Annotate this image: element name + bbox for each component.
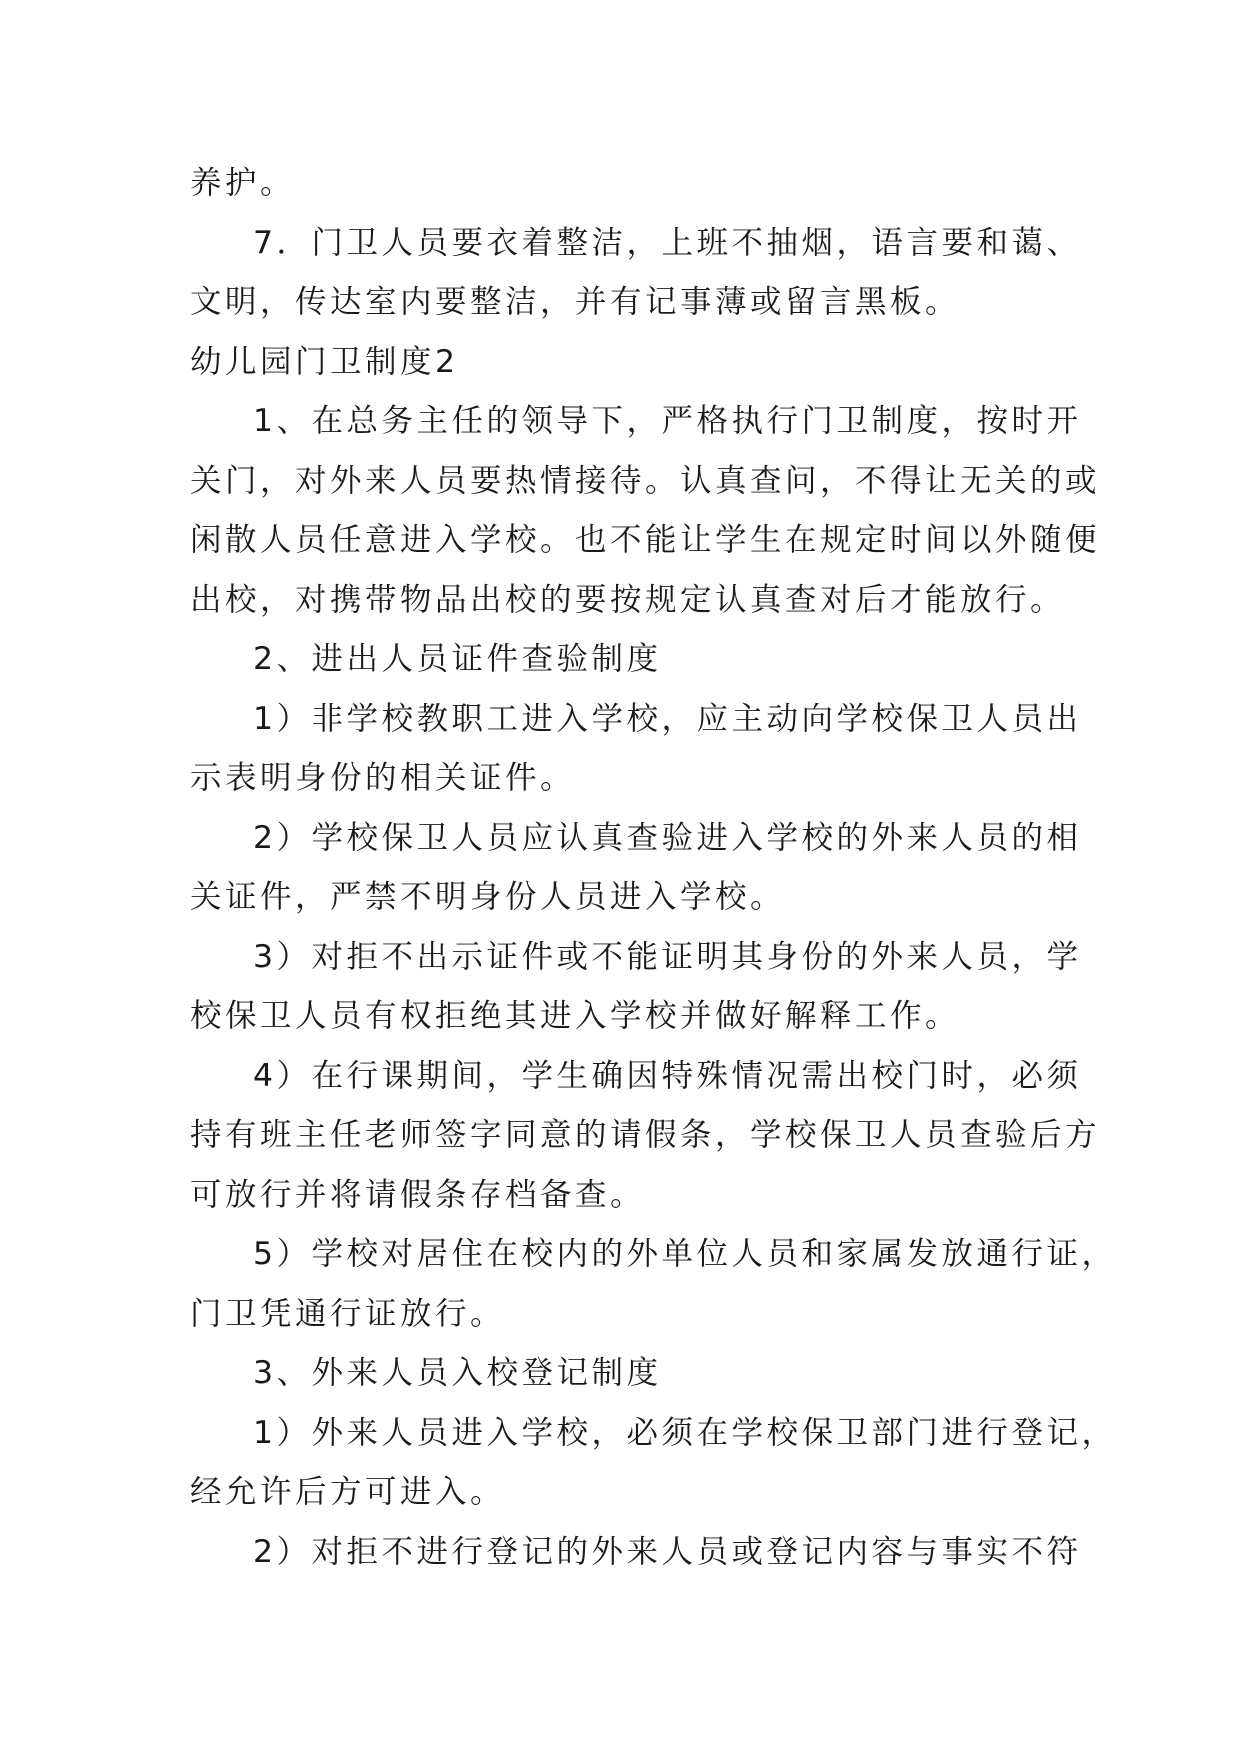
text-line: 可放行并将请假条存档备查。 [190, 1176, 646, 1213]
document-body [190, 154, 1117, 1582]
text-line: 2）对拒不进行登记的外来人员或登记内容与事实不符 [253, 1533, 1082, 1570]
text-line: 幼儿园门卫制度2 [190, 343, 459, 380]
text-line: 7．门卫人员要衣着整洁，上班不抽烟，语言要和蔼、 [253, 224, 1082, 261]
text-line: 养护。 [190, 165, 296, 201]
text-line: 出校，对携带物品出校的要按规定认真查对后才能放行。 [190, 581, 1066, 618]
text-line: 3、外来人员入校登记制度 [253, 1355, 662, 1391]
text-line: 闲散人员任意进入学校。也不能让学生在规定时间以外随便 [190, 522, 1101, 558]
text-line: 文明，传达室内要整洁，并有记事薄或留言黑板。 [190, 284, 961, 320]
text-line: 2、进出人员证件查验制度 [253, 641, 662, 677]
text-line: 经允许后方可进入。 [190, 1474, 506, 1510]
text-line: 门卫凭通行证放行。 [190, 1295, 506, 1332]
text-line: 3）对拒不出示证件或不能证明其身份的外来人员，学 [253, 938, 1082, 975]
text-line: 校保卫人员有权拒绝其进入学校并做好解释工作。 [190, 998, 961, 1034]
text-line: 1）非学校教职工进入学校，应主动向学校保卫人员出 [253, 700, 1082, 737]
text-line: 关门，对外来人员要热情接待。认真查问，不得让无关的或 [190, 462, 1101, 499]
text-line: 1、在总务主任的领导下，严格执行门卫制度，按时开 [253, 403, 1082, 439]
text-line: 持有班主任老师签字同意的请假条，学校保卫人员查验后方 [190, 1117, 1101, 1153]
text-line: 2）学校保卫人员应认真查验进入学校的外来人员的相 [253, 819, 1082, 856]
text-line: 1）外来人员进入学校，必须在学校保卫部门进行登记， [253, 1414, 1117, 1451]
text-line: 示表明身份的相关证件。 [190, 760, 576, 796]
text-line: 5）学校对居住在校内的外单位人员和家属发放通行证， [253, 1236, 1117, 1272]
text-line: 4）在行课期间，学生确因特殊情况需出校门时，必须 [253, 1057, 1082, 1094]
text-line: 关证件，严禁不明身份人员进入学校。 [190, 879, 786, 915]
